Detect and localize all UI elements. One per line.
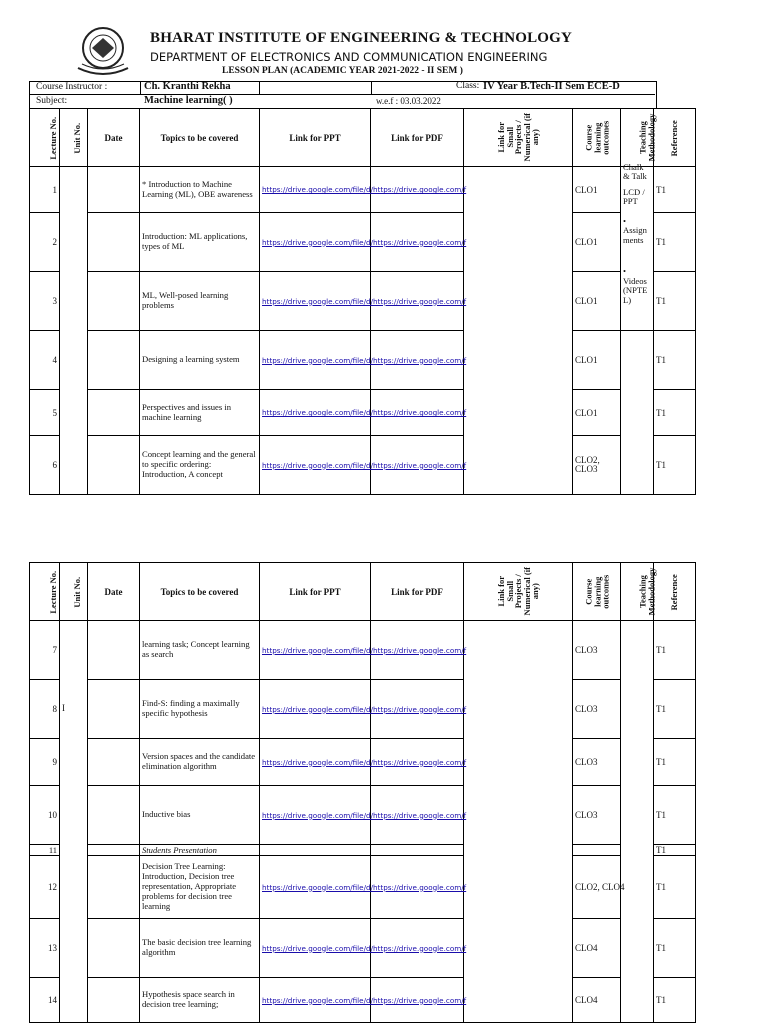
lecture-number: 11 — [30, 845, 60, 856]
pdf-link[interactable]: https://drive.google.com/f — [371, 390, 464, 436]
lecture-number: 10 — [30, 786, 60, 845]
clo-cell: CLO2, CLO4 — [573, 856, 621, 919]
col-date: Date — [88, 563, 140, 621]
teaching-methods-cell — [621, 162, 654, 331]
date-cell — [88, 331, 140, 390]
topic-cell: Designing a learning system — [140, 331, 260, 390]
clo-cell: CLO1 — [573, 167, 621, 213]
date-cell — [88, 845, 140, 856]
col-unit-no: Unit No. — [60, 109, 88, 167]
instructor-label: Course Instructor : — [36, 82, 108, 92]
table-header-row — [30, 109, 696, 167]
pdf-link[interactable]: https://drive.google.com/f — [371, 856, 464, 919]
teaching-methods-cell-empty — [621, 621, 654, 1023]
method-lcd-ppt: LCD / PPT — [623, 186, 645, 207]
table-row — [30, 919, 696, 978]
pdf-link[interactable]: https://drive.google.com/f — [371, 786, 464, 845]
pdf-link[interactable]: https://drive.google.com/f — [371, 621, 464, 680]
pdf-link[interactable]: https://drive.google.com/f — [371, 167, 464, 213]
bullet-icon: • — [623, 215, 627, 226]
date-cell — [88, 856, 140, 919]
table-header-row — [30, 563, 696, 621]
date-cell — [88, 919, 140, 978]
clo-cell: CLO4 — [573, 978, 621, 1023]
ppt-link[interactable]: https://drive.google.com/file/d/ — [260, 167, 371, 213]
reference-cell: T1 — [654, 919, 696, 978]
lesson-table-1 — [29, 108, 696, 495]
reference-cell: T1 — [654, 436, 696, 495]
reference-cell: T1 — [654, 978, 696, 1023]
pdf-link[interactable]: https://drive.google.com/f — [371, 978, 464, 1023]
small-projects-cell — [464, 621, 573, 1023]
table-row — [30, 390, 696, 436]
ppt-link[interactable]: https://drive.google.com/file/d/ — [260, 786, 371, 845]
topic-cell: Find-S: finding a maximally specific hypothesis — [140, 680, 260, 739]
clo-cell: CLO3 — [573, 621, 621, 680]
department-name: DEPARTMENT OF ELECTRONICS AND COMMUNICATION ENGINEERING — [150, 50, 548, 64]
ppt-link[interactable]: https://drive.google.com/file/d/ — [260, 621, 371, 680]
table-row — [30, 739, 696, 786]
date-cell — [88, 978, 140, 1023]
topic-cell: ML, Well-posed learning problems — [140, 272, 260, 331]
clo-cell: CLO1 — [573, 213, 621, 272]
ppt-link-empty — [260, 845, 371, 856]
method-chalk-talk: Chalk & Talk — [623, 162, 647, 182]
date-cell — [88, 390, 140, 436]
table-row — [30, 680, 696, 739]
date-cell — [88, 621, 140, 680]
topic-cell: Inductive bias — [140, 786, 260, 845]
table-row — [30, 272, 696, 331]
unit-cell: I — [60, 621, 88, 1023]
topic-cell: learning task; Concept learning as search — [140, 621, 260, 680]
reference-cell: T1 — [654, 739, 696, 786]
method-videos: Videos (NPTE L) — [623, 275, 648, 305]
method-assignments: Assign ments — [623, 225, 647, 245]
pdf-link[interactable]: https://drive.google.com/f — [371, 272, 464, 331]
reference-cell: T1 — [654, 786, 696, 845]
clo-cell: CLO1 — [573, 331, 621, 390]
reference-cell: T1 — [654, 845, 696, 856]
ppt-link[interactable]: https://drive.google.com/file/d/ — [260, 978, 371, 1023]
date-cell — [88, 436, 140, 495]
reference-cell: T1 — [654, 390, 696, 436]
topic-cell: * Introduction to Machine Learning (ML), OBE awareness — [140, 167, 260, 213]
date-cell — [88, 213, 140, 272]
reference-cell: T1 — [654, 167, 696, 213]
lecture-number: 12 — [30, 856, 60, 919]
col-date: Date — [88, 109, 140, 167]
wef-date: w.e.f : 03.03.2022 — [376, 96, 441, 106]
lesson-plan-title: LESSON PLAN (ACADEMIC YEAR 2021-2022 - II SEM ) — [222, 66, 463, 76]
pdf-link-empty — [371, 845, 464, 856]
col-reference: Reference — [654, 563, 696, 621]
table-row — [30, 856, 696, 919]
institute-logo — [70, 24, 136, 80]
clo-cell: CLO3 — [573, 786, 621, 845]
lecture-number: 1 — [30, 167, 60, 213]
lecture-number: 6 — [30, 436, 60, 495]
topic-cell: Version spaces and the candidate elimination algorithm — [140, 739, 260, 786]
date-cell — [88, 680, 140, 739]
pdf-link[interactable]: https://drive.google.com/f — [371, 436, 464, 495]
date-cell — [88, 167, 140, 213]
date-cell — [88, 786, 140, 845]
reference-cell: T1 — [654, 213, 696, 272]
teaching-methods-cell-empty — [621, 331, 654, 495]
table-row — [30, 331, 696, 390]
topic-cell: The basic decision tree learning algorithm — [140, 919, 260, 978]
ppt-link[interactable]: https://drive.google.com/file/d/ — [260, 739, 371, 786]
col-small-projects: Link for Small Projects / Numerical (if any) — [464, 109, 573, 167]
col-topics: Topics to be covered — [140, 563, 260, 621]
col-ppt: Link for PPT — [260, 109, 371, 167]
topic-cell: Decision Tree Learning: Introduction, Decision tree representation, Appropriate problems for decision tree learning — [140, 856, 260, 919]
subject-label: Subject: — [36, 96, 68, 106]
reference-cell: T1 — [654, 331, 696, 390]
lecture-number: 9 — [30, 739, 60, 786]
topic-cell: Introduction: ML applications, types of ML — [140, 213, 260, 272]
ppt-link[interactable]: https://drive.google.com/file/d/ — [260, 272, 371, 331]
table-row — [30, 167, 696, 213]
pdf-link[interactable]: https://drive.google.com/f — [371, 331, 464, 390]
clo-cell — [573, 845, 621, 856]
topic-cell: Perspectives and issues in machine learning — [140, 390, 260, 436]
table-row — [30, 436, 696, 495]
topic-cell: Hypothesis space search in decision tree learning; — [140, 978, 260, 1023]
col-reference: Reference — [654, 109, 696, 167]
lecture-number: 14 — [30, 978, 60, 1023]
instructor-name: Ch. Kranthi Rekha — [144, 81, 231, 92]
pdf-link[interactable]: https://drive.google.com/f — [371, 739, 464, 786]
clo-cell: CLO1 — [573, 272, 621, 331]
reference-cell: T1 — [654, 680, 696, 739]
reference-cell: T1 — [654, 621, 696, 680]
pdf-link[interactable]: https://drive.google.com/f — [371, 919, 464, 978]
lecture-number: 4 — [30, 331, 60, 390]
table-row — [30, 621, 696, 680]
table-row — [30, 213, 696, 272]
col-teaching-method: Teaching Methodology — [621, 109, 654, 167]
ppt-link[interactable]: https://drive.google.com/file/d/ — [260, 680, 371, 739]
col-clo: Course learning outcomes — [573, 563, 621, 621]
col-small-projects: Link for Small Projects / Numerical (if any) — [464, 563, 573, 621]
col-lecture-no: Lecture No. — [30, 109, 60, 167]
table-row — [30, 845, 696, 856]
col-ppt: Link for PPT — [260, 563, 371, 621]
info-vline-3 — [371, 81, 372, 94]
col-unit-no: Unit No. — [60, 563, 88, 621]
ppt-link[interactable]: https://drive.google.com/file/d/ — [260, 856, 371, 919]
lecture-number: 3 — [30, 272, 60, 331]
col-lecture-no: Lecture No. — [30, 563, 60, 621]
table-row — [30, 978, 696, 1023]
info-vline-2 — [259, 81, 260, 94]
lecture-number: 13 — [30, 919, 60, 978]
institute-name: BHARAT INSTITUTE OF ENGINEERING & TECHNOLOGY — [150, 30, 573, 46]
ppt-link[interactable]: https://drive.google.com/file/d/ — [260, 390, 371, 436]
topic-cell: Concept learning and the general to specific ordering: Introduction, A concept — [140, 436, 260, 495]
lecture-number: 2 — [30, 213, 60, 272]
ppt-link[interactable]: https://drive.google.com/file/d/ — [260, 331, 371, 390]
lecture-number: 8 — [30, 680, 60, 739]
unit-cell — [60, 167, 88, 495]
col-teaching-method: Teaching Methodology — [621, 563, 654, 621]
pdf-link[interactable]: https://drive.google.com/f — [371, 213, 464, 272]
class-label: Class: — [456, 81, 480, 91]
reference-cell: T1 — [654, 856, 696, 919]
col-clo: Course learning outcomes — [573, 109, 621, 167]
table-row — [30, 786, 696, 845]
clo-cell: CLO4 — [573, 919, 621, 978]
reference-cell: T1 — [654, 272, 696, 331]
subject-name: Machine learning( ) — [144, 95, 233, 106]
clo-cell: CLO3 — [573, 739, 621, 786]
small-projects-cell — [464, 167, 573, 495]
info-divider — [29, 94, 655, 95]
ppt-link[interactable]: https://drive.google.com/file/d/ — [260, 436, 371, 495]
topic-cell: Students Presentation — [140, 845, 260, 856]
date-cell — [88, 739, 140, 786]
clo-cell: CLO2, CLO3 — [573, 436, 621, 495]
col-topics: Topics to be covered — [140, 109, 260, 167]
info-vline-1 — [140, 81, 141, 94]
col-pdf: Link for PDF — [371, 563, 464, 621]
ppt-link[interactable]: https://drive.google.com/file/d/ — [260, 919, 371, 978]
clo-cell: CLO1 — [573, 390, 621, 436]
col-pdf: Link for PDF — [371, 109, 464, 167]
pdf-link[interactable]: https://drive.google.com/f — [371, 680, 464, 739]
lecture-number: 5 — [30, 390, 60, 436]
bullet-icon: • — [623, 266, 627, 277]
clo-cell: CLO3 — [573, 680, 621, 739]
lesson-table-2 — [29, 562, 696, 1023]
ppt-link[interactable]: https://drive.google.com/file/d/ — [260, 213, 371, 272]
lecture-number: 7 — [30, 621, 60, 680]
date-cell — [88, 272, 140, 331]
class-value: IV Year B.Tech-II Sem ECE-D — [483, 81, 620, 92]
